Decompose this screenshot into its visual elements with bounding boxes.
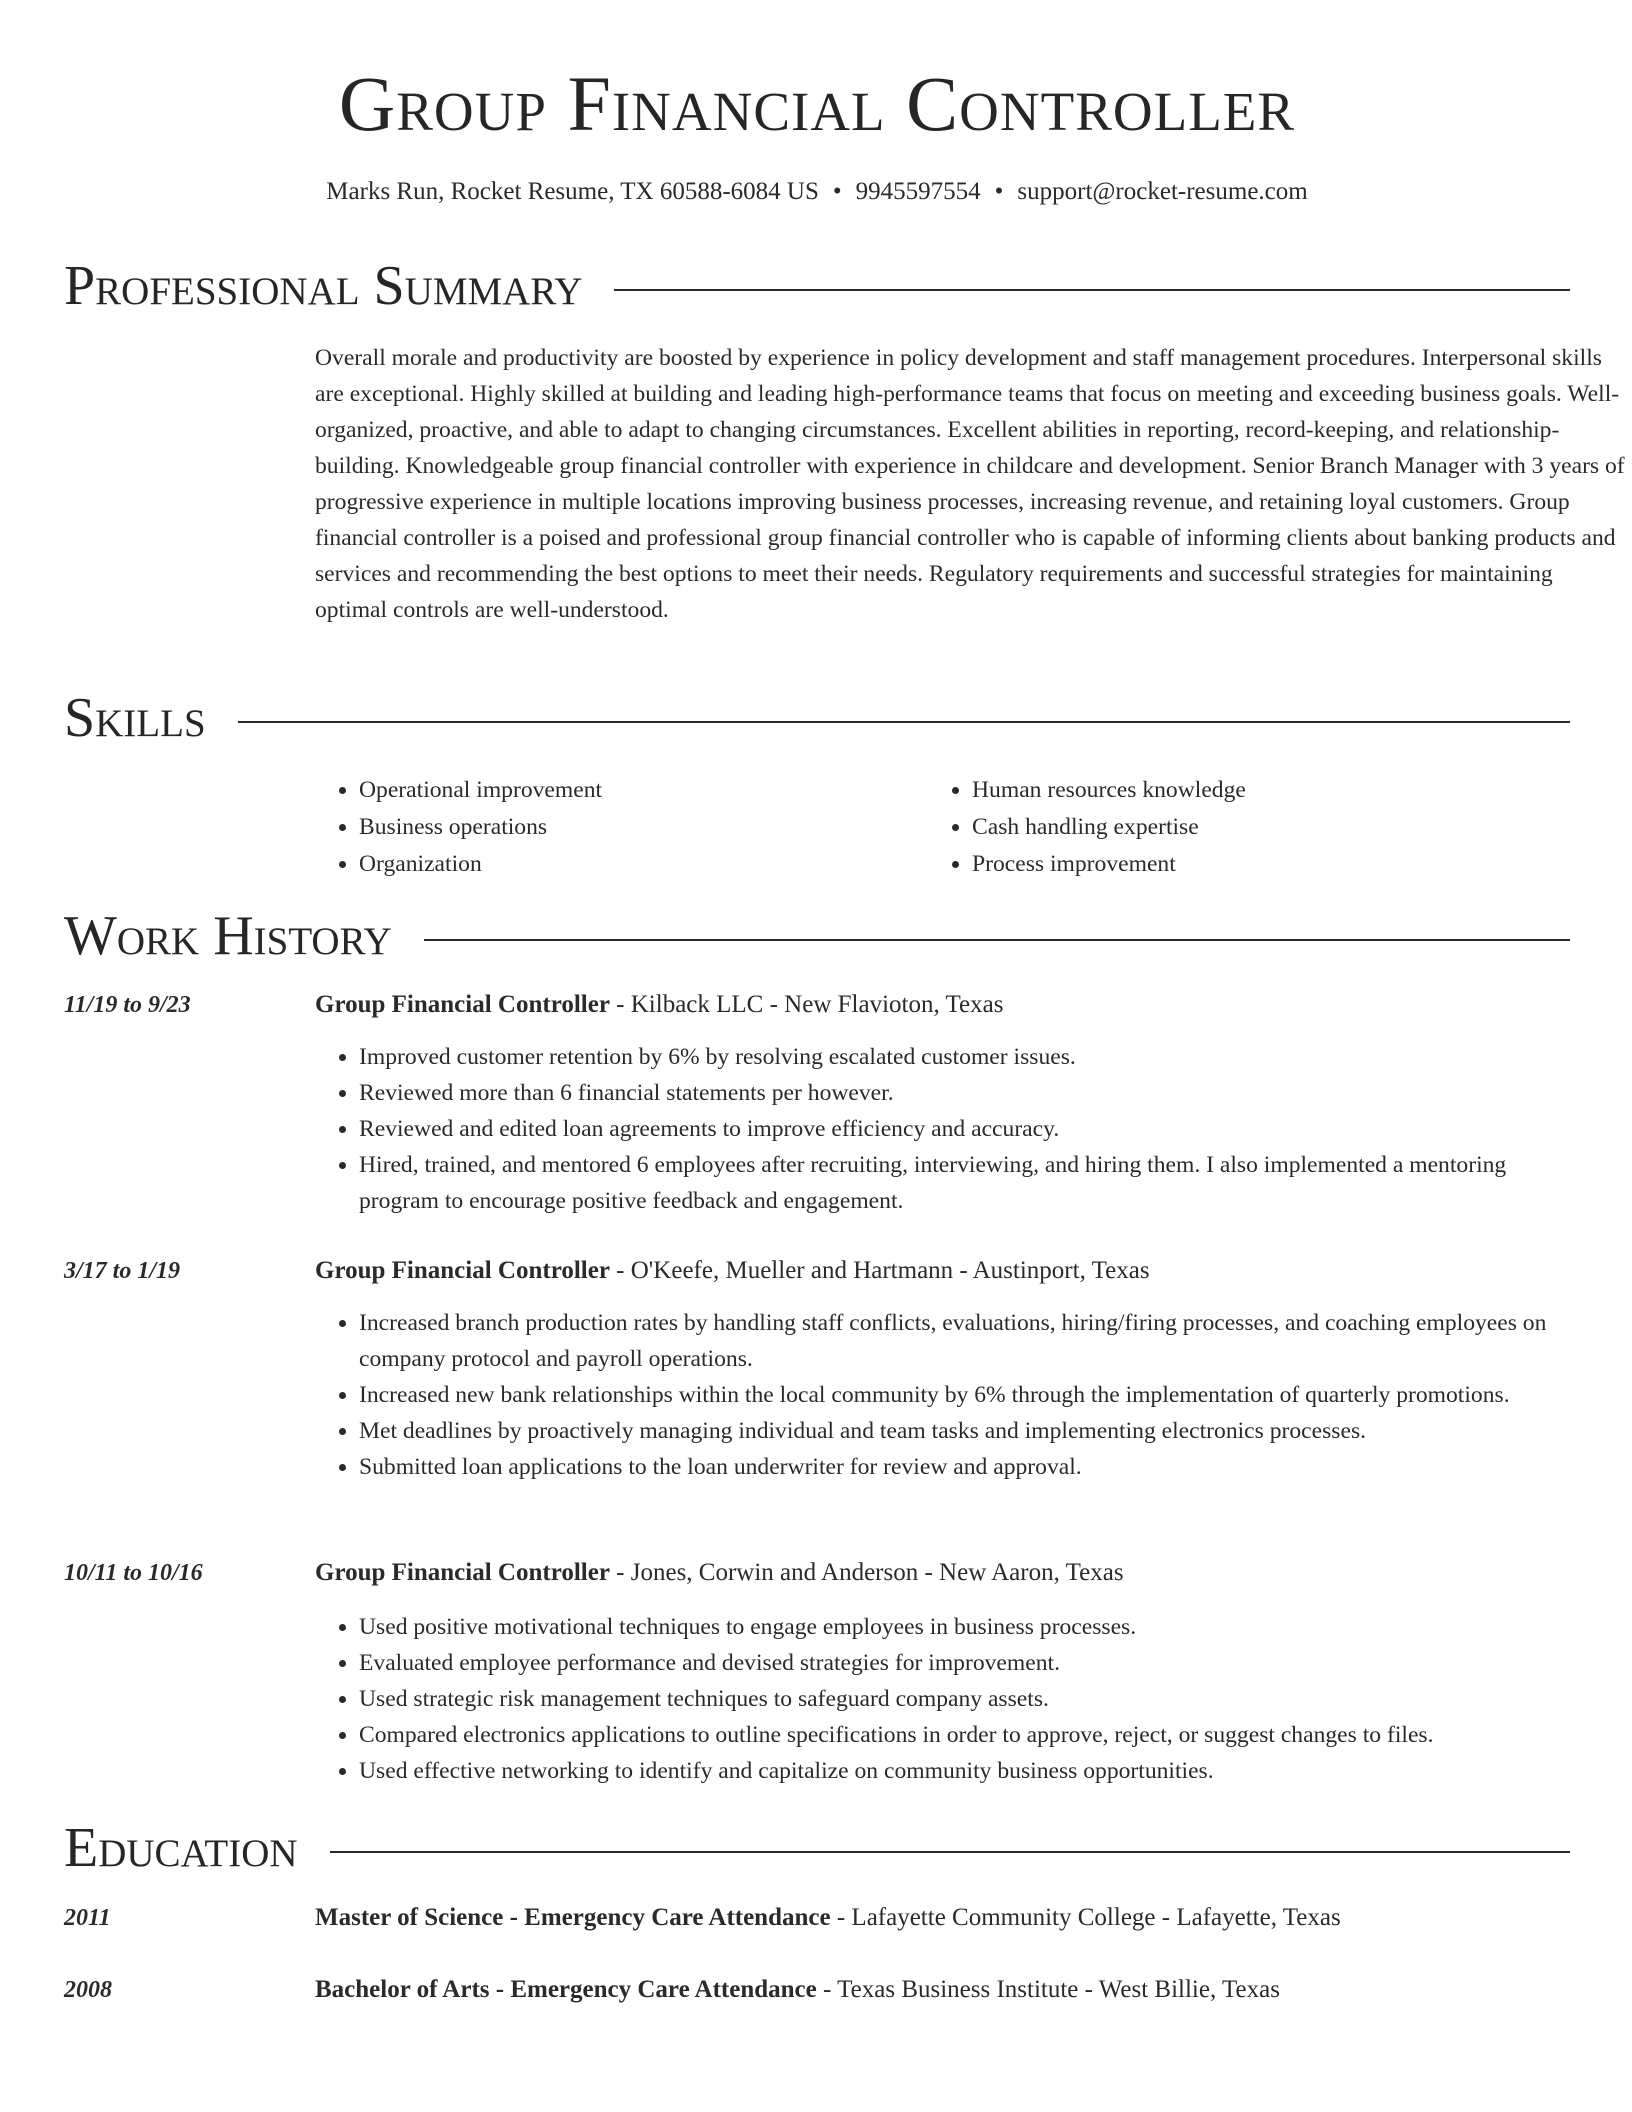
summary-section-header bbox=[64, 254, 1570, 318]
work-bullet: • Compared electronics applications to outline specifications in order to approve, reject, or suggest changes to files. bbox=[359, 1717, 1570, 1753]
work-bullet: • Increased new bank relationships within the local community by 6% through the implementation of quarterly promotions. bbox=[359, 1377, 1570, 1413]
skill-item: • Cash handling expertise bbox=[972, 809, 1528, 846]
skill-item: • Human resources knowledge bbox=[972, 772, 1528, 809]
work-bullet: • Met deadlines by proactively managing individual and team tasks and implementing electronics processes. bbox=[359, 1413, 1570, 1449]
education-entry-degree: Master of Science - Emergency Care Attendance bbox=[315, 1904, 831, 1931]
section-divider bbox=[238, 721, 1570, 723]
education-entry-headline bbox=[315, 1972, 1570, 2008]
skills-list-right bbox=[928, 772, 1528, 883]
work-entry-bullets bbox=[315, 1609, 1570, 1789]
work-bullet: • Used strategic risk management techniques to safeguard company assets. bbox=[359, 1681, 1570, 1717]
section-divider bbox=[330, 1851, 1570, 1853]
work-entry-company: - Jones, Corwin and Anderson - New Aaron, Texas bbox=[609, 1559, 1124, 1586]
education-entry-school: - Texas Business Institute - West Billie, Texas bbox=[816, 1976, 1280, 2003]
work-bullet: • Increased branch production rates by handling staff conflicts, evaluations, hiring/firing processes, and coaching employees on company protocol and payroll operations. bbox=[359, 1305, 1570, 1377]
work-entry-date: 11/19 to 9/23 bbox=[64, 992, 191, 1018]
work-section-title: Work History bbox=[64, 905, 392, 967]
work-entry-role: Group Financial Controller bbox=[315, 991, 610, 1018]
skills-section-header bbox=[64, 686, 1570, 750]
work-bullet: • Used positive motivational techniques to engage employees in business processes. bbox=[359, 1609, 1570, 1645]
work-bullet: • Evaluated employee performance and devised strategies for improvement. bbox=[359, 1645, 1570, 1681]
work-entry-company: - Kilback LLC - New Flavioton, Texas bbox=[609, 991, 1004, 1018]
skills-section-title: Skills bbox=[64, 687, 206, 749]
skill-item: • Business operations bbox=[359, 809, 915, 846]
education-section-title: Education bbox=[64, 1817, 298, 1879]
contact-separator: • bbox=[832, 178, 842, 205]
skill-item: • Process improvement bbox=[972, 846, 1528, 883]
work-entry-date: 10/11 to 10/16 bbox=[64, 1560, 203, 1586]
education-entry-headline bbox=[315, 1900, 1570, 1936]
education-entry-date: 2011 bbox=[64, 1905, 111, 1931]
work-bullet: • Used effective networking to identify and capitalize on community business opportunities. bbox=[359, 1753, 1570, 1789]
contact-separator: • bbox=[994, 178, 1004, 205]
section-divider bbox=[614, 289, 1570, 291]
contact-address: Marks Run, Rocket Resume, TX 60588-6084 US bbox=[326, 178, 819, 205]
education-entry-date: 2008 bbox=[64, 1977, 112, 2003]
summary-text: Overall morale and productivity are boosted by experience in policy development and staff management procedures. Interpersonal skills are exceptional. Highly skilled at building and leading high-performance teams that focus on meeting and exceeding business goals. Well-organized, proactive, and able to adapt to changing circumstances. Excellent abilities in reporting, record-keeping, and relationship-building. Knowledgeable group financial controller with experience in childcare and development. Senior Branch Manager with 3 years of progressive experience in multiple locations improving business processes, increasing revenue, and retaining loyal customers. Group financial controller is a poised and professional group financial controller who is capable of informing clients about banking products and services and recommending the best options to meet their needs. Regulatory requirements and successful strategies for maintaining optimal controls are well-understood. bbox=[315, 345, 1625, 623]
education-entry-school: - Lafayette Community College - Lafayette, Texas bbox=[830, 1904, 1341, 1931]
work-bullet: • Hired, trained, and mentored 6 employees after recruiting, interviewing, and hiring them. I also implemented a mentoring program to encourage positive feedback and engagement. bbox=[359, 1147, 1570, 1219]
work-section-header bbox=[64, 904, 1570, 968]
skill-item: • Operational improvement bbox=[359, 772, 915, 809]
work-entry-date: 3/17 to 1/19 bbox=[64, 1258, 181, 1284]
education-entry-degree: Bachelor of Arts - Emergency Care Attendance bbox=[315, 1976, 817, 2003]
work-entry-bullets bbox=[315, 1305, 1570, 1485]
resume-title: Group Financial Controller bbox=[338, 60, 1296, 147]
contact-line bbox=[64, 176, 1570, 208]
section-divider bbox=[424, 939, 1570, 941]
work-bullet: • Reviewed and edited loan agreements to improve efficiency and accuracy. bbox=[359, 1111, 1570, 1147]
work-entry-company: - O'Keefe, Mueller and Hartmann - Austinport, Texas bbox=[609, 1257, 1150, 1284]
work-entry-headline bbox=[315, 1253, 1570, 1289]
work-bullet: • Improved customer retention by 6% by resolving escalated customer issues. bbox=[359, 1039, 1570, 1075]
work-entry-role: Group Financial Controller bbox=[315, 1257, 610, 1284]
work-bullet: • Submitted loan applications to the loan underwriter for review and approval. bbox=[359, 1449, 1570, 1485]
education-section-header bbox=[64, 1816, 1570, 1880]
work-entry-bullets bbox=[315, 1039, 1570, 1219]
work-entry-role: Group Financial Controller bbox=[315, 1559, 610, 1586]
contact-email: support@rocket-resume.com bbox=[1017, 178, 1308, 205]
summary-section-title: Professional Summary bbox=[64, 255, 583, 317]
skills-list-left bbox=[315, 772, 915, 883]
skill-item: • Organization bbox=[359, 846, 915, 883]
work-entry-headline bbox=[315, 987, 1570, 1023]
contact-phone: 9945597554 bbox=[855, 178, 981, 205]
work-bullet: • Reviewed more than 6 financial statements per however. bbox=[359, 1075, 1570, 1111]
work-entry-headline bbox=[315, 1555, 1570, 1591]
